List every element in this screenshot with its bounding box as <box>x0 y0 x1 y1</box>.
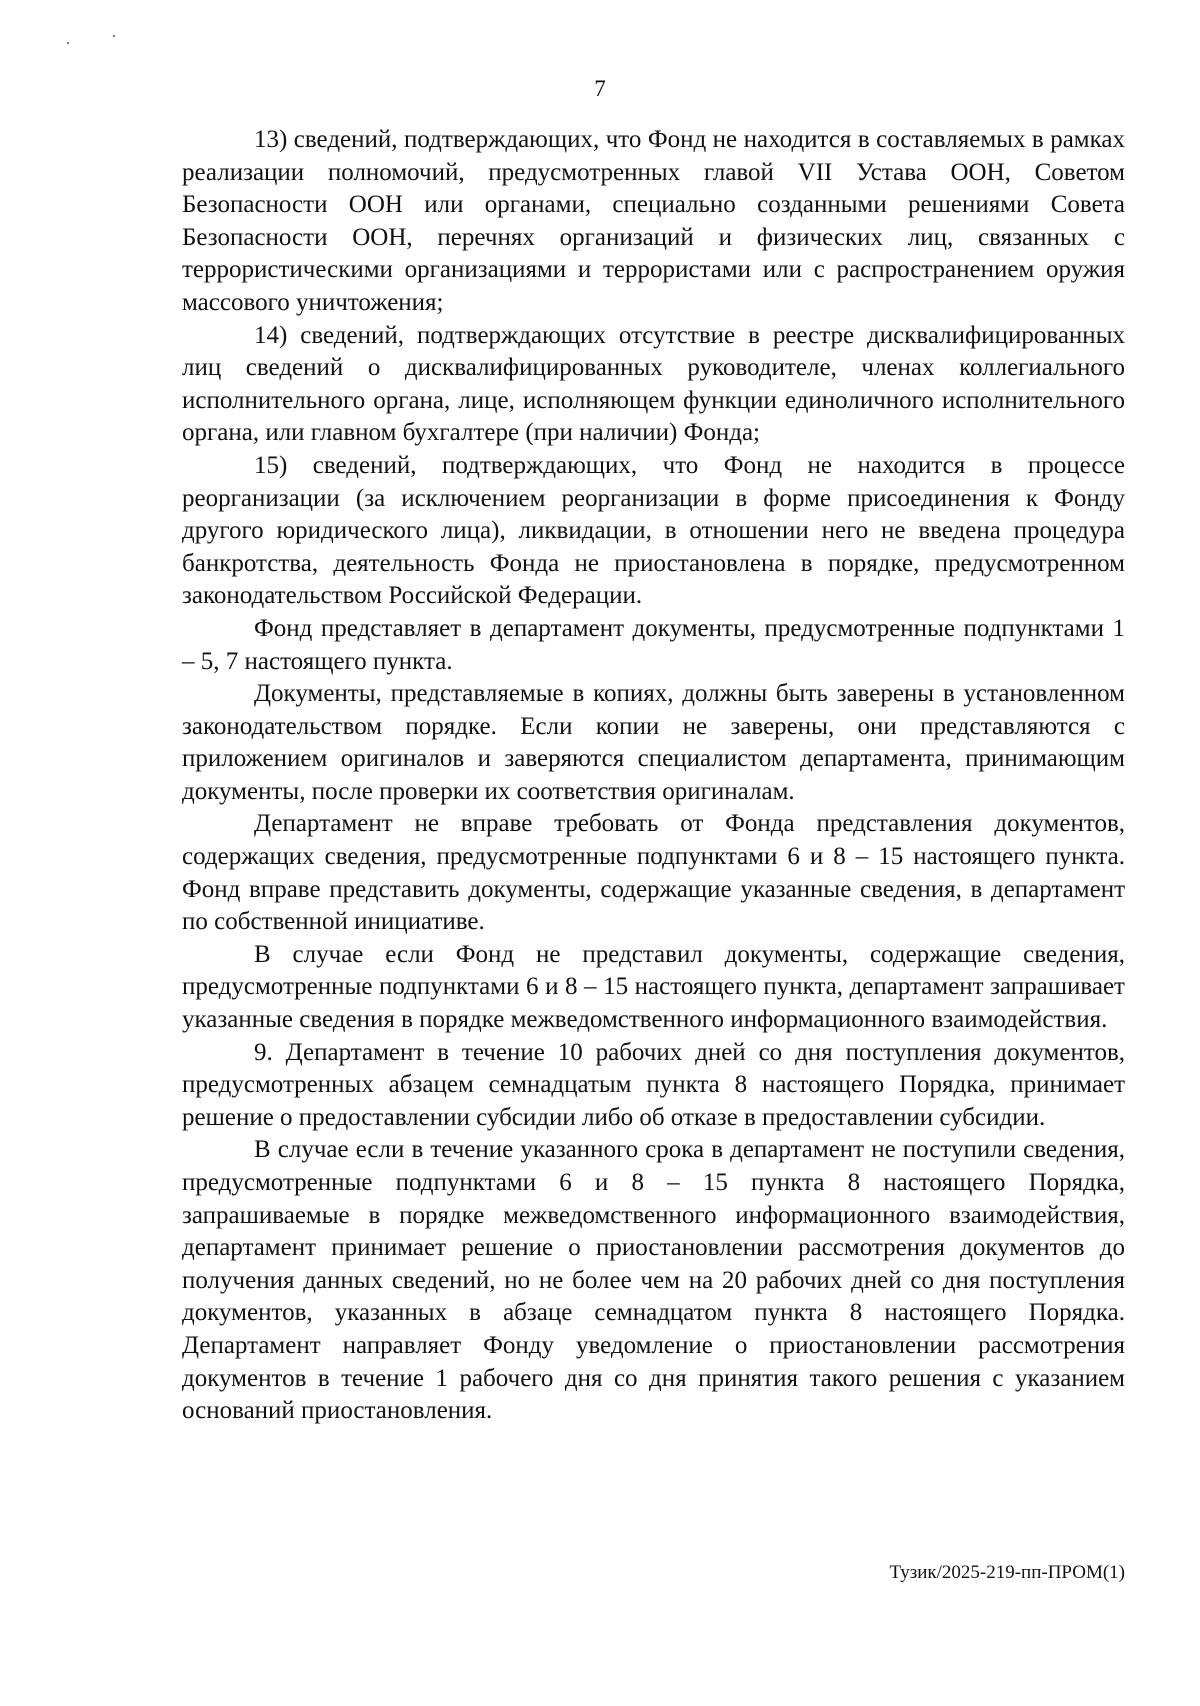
paragraph-item-15: 15) сведений, подтверждающих, что Фонд не находится в процессе реорганизации (за исключением реорганизации в форме присоединения к Фонду другого юридического лица), ликвидации, в отношении него не введена процедура банкротства, деятельность Фонда не приостановлена в порядке, предусмотренном законодательством Российской Федерации. <box>182 451 1125 610</box>
paragraph-documents-submitted: Фонд представляет в департамент документы, предусмотренные подпунктами 1 – 5, 7 настоящего пункта. <box>182 614 1125 675</box>
document-body <box>182 124 1125 1428</box>
paragraph-clause-9: 9. Департамент в течение 10 рабочих дней со дня поступления документов, предусмотренных абзацем семнадцатым пункта 8 настоящего Порядка, принимает решение о предоставлении субсидии либо об отказе в предоставлении субсидии. <box>182 1038 1125 1131</box>
scan-speck <box>113 35 115 37</box>
paragraph-copies-certification: Документы, представляемые в копиях, должны быть заверены в установленном законодательством порядке. Если копии не заверены, они представляются с приложением оригиналов и заверяются специалистом департамента, принимающим документы, после проверки их соответствия оригиналам. <box>182 680 1125 805</box>
document-code: Тузик/2025-219-пп-ПРОМ(1) <box>889 1562 1125 1583</box>
paragraph-item-14: 14) сведений, подтверждающих отсутствие в реестре дисквалифицированных лиц сведений о дисквалифицированных руководителе, членах коллегиального исполнительного органа, лице, исполняющем функции единоличного исполнительного органа, или главном бухгалтере (при наличии) Фонда; <box>182 321 1125 447</box>
paragraph-suspension: В случае если в течение указанного срока в департамент не поступили сведения, предусмотренные подпунктами 6 и 8 – 15 пункта 8 настоящего Порядка, запрашиваемые в порядке межведомственного информационного взаимодействия, департамент принимает решение о приостановлении рассмотрения документов до получения данных сведений, но не более чем на 20 рабочих дней со дня поступления документов, указанных в абзаце семнадцатом пункта 8 настоящего Порядка. Департамент направляет Фонду уведомление о приостановлении рассмотрения документов в течение 1 рабочего дня со дня принятия такого решения с указанием оснований приостановления. <box>182 1136 1125 1425</box>
paragraph-interagency-request: В случае если Фонд не представил документы, содержащие сведения, предусмотренные подпунктами 6 и 8 – 15 настоящего пункта, департамент запрашивает указанные сведения в порядке межведомственного информационного взаимодействия. <box>182 940 1125 1034</box>
scan-speck <box>67 42 69 44</box>
paragraph-item-13: 13) сведений, подтверждающих, что Фонд не находится в составляемых в рамках реализации полномочий, предусмотренных главой VII Устава ООН, Советом Безопасности ООН или органами, специально созданными решениями Совета Безопасности ООН, перечнях организаций и физических лиц, связанных с террористическими организациями и террористами или с распространением оружия массового уничтожения; <box>182 126 1125 316</box>
paragraph-department-restrictions: Департамент не вправе требовать от Фонда представления документов, содержащих сведения, предусмотренные подпунктами 6 и 8 – 15 настоящего пункта. Фонд вправе представить документы, содержащие указанные сведения, в департамент по собственной инициативе. <box>182 810 1125 936</box>
page-number: 7 <box>594 76 606 101</box>
